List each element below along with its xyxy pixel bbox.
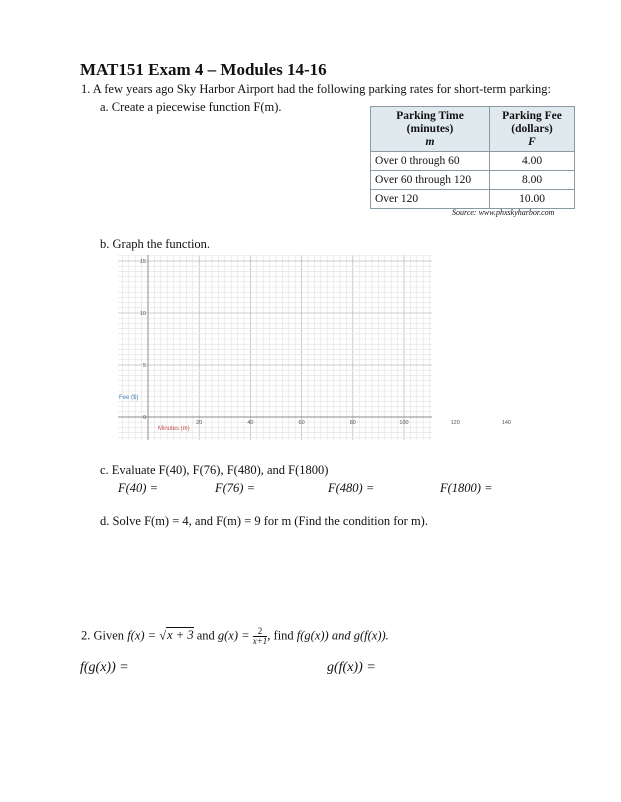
q2-find: , find xyxy=(267,628,294,643)
y-axis-label: Fee ($) xyxy=(119,395,139,401)
y-tick-label: 10 xyxy=(139,311,146,317)
table-row xyxy=(371,190,575,209)
q2-fx: f(x) = xyxy=(127,628,157,643)
answer-f40: F(40) = xyxy=(118,481,159,495)
question-2 xyxy=(81,627,389,646)
header-fee-line1: Parking Fee xyxy=(502,109,562,122)
q2-gx: g(x) = xyxy=(217,628,250,643)
answer-gf: g(f(x)) = xyxy=(327,660,376,675)
answer-f480: F(480) = xyxy=(328,481,375,495)
table-cell-time: Over 0 through 60 xyxy=(371,152,490,171)
header-time-var: m xyxy=(425,135,435,148)
question-1a: a. Create a piecewise function F(m). xyxy=(100,100,282,114)
header-parking-fee xyxy=(490,107,575,152)
header-fee-line2: (dollars) xyxy=(511,122,553,135)
table-cell-fee: 8.00 xyxy=(490,171,575,190)
table-row xyxy=(371,171,575,190)
question-1b: b. Graph the function. xyxy=(100,237,211,251)
answer-fg: f(g(x)) = xyxy=(80,660,129,675)
question-1c xyxy=(100,463,328,478)
sqrt-icon: √ xyxy=(159,628,167,643)
page-title: MAT151 Exam 4 – Modules 14-16 xyxy=(80,60,327,79)
question-1d: d. Solve F(m) = 4, and F(m) = 9 for m (Find the condition for m). xyxy=(100,514,428,528)
table-row xyxy=(371,152,575,171)
q2-frac-num: 2 xyxy=(253,627,268,637)
answer-f76: F(76) = xyxy=(215,481,256,495)
table-cell-time: Over 120 xyxy=(371,190,490,209)
x-tick-label: 120 xyxy=(450,420,460,426)
header-fee-var: F xyxy=(528,135,536,148)
y-tick-label: 5 xyxy=(142,363,146,369)
question-1-text: 1. A few years ago Sky Harbor Airport had the following parking rates for short-term parking: xyxy=(81,82,552,96)
table-cell-fee: 4.00 xyxy=(490,152,575,171)
header-time-line2: (minutes) xyxy=(406,122,454,135)
x-tick-label: 60 xyxy=(298,420,305,426)
x-tick-label: 40 xyxy=(247,420,254,426)
table-header-row xyxy=(371,107,575,152)
table-cell-time: Over 60 through 120 xyxy=(371,171,490,190)
x-axis-label: Minutes (m) xyxy=(158,426,190,432)
q2-lead: 2. Given xyxy=(81,628,125,643)
table-source: Source: www.phxskyharbor.com xyxy=(452,208,555,217)
blank-graph-grid[interactable] xyxy=(110,250,511,445)
y-tick-label: 15 xyxy=(139,259,146,265)
answer-f1800: F(1800) = xyxy=(440,481,493,495)
q2-fraction xyxy=(253,627,268,646)
x-tick-label: 80 xyxy=(349,420,356,426)
q2-and: and xyxy=(196,628,215,643)
header-time-line1: Parking Time xyxy=(396,109,464,122)
grid-lines xyxy=(118,255,432,440)
x-tick-label: 100 xyxy=(399,420,409,426)
table-cell-fee: 10.00 xyxy=(490,190,575,209)
x-tick-label: 20 xyxy=(196,420,203,426)
q2-sqrt-arg: x + 3 xyxy=(167,628,194,643)
header-parking-time xyxy=(371,107,490,152)
question-1c-text: c. Evaluate F(40), F(76), F(480), and F(1800) xyxy=(100,463,329,477)
tick-labels xyxy=(140,259,511,426)
parking-rates-table xyxy=(370,106,575,209)
q2-frac-den: x+1 xyxy=(252,636,268,646)
q2-targets: f(g(x)) and g(f(x)). xyxy=(296,628,389,643)
y-tick-label: 0 xyxy=(142,415,146,421)
x-tick-label: 140 xyxy=(501,420,511,426)
